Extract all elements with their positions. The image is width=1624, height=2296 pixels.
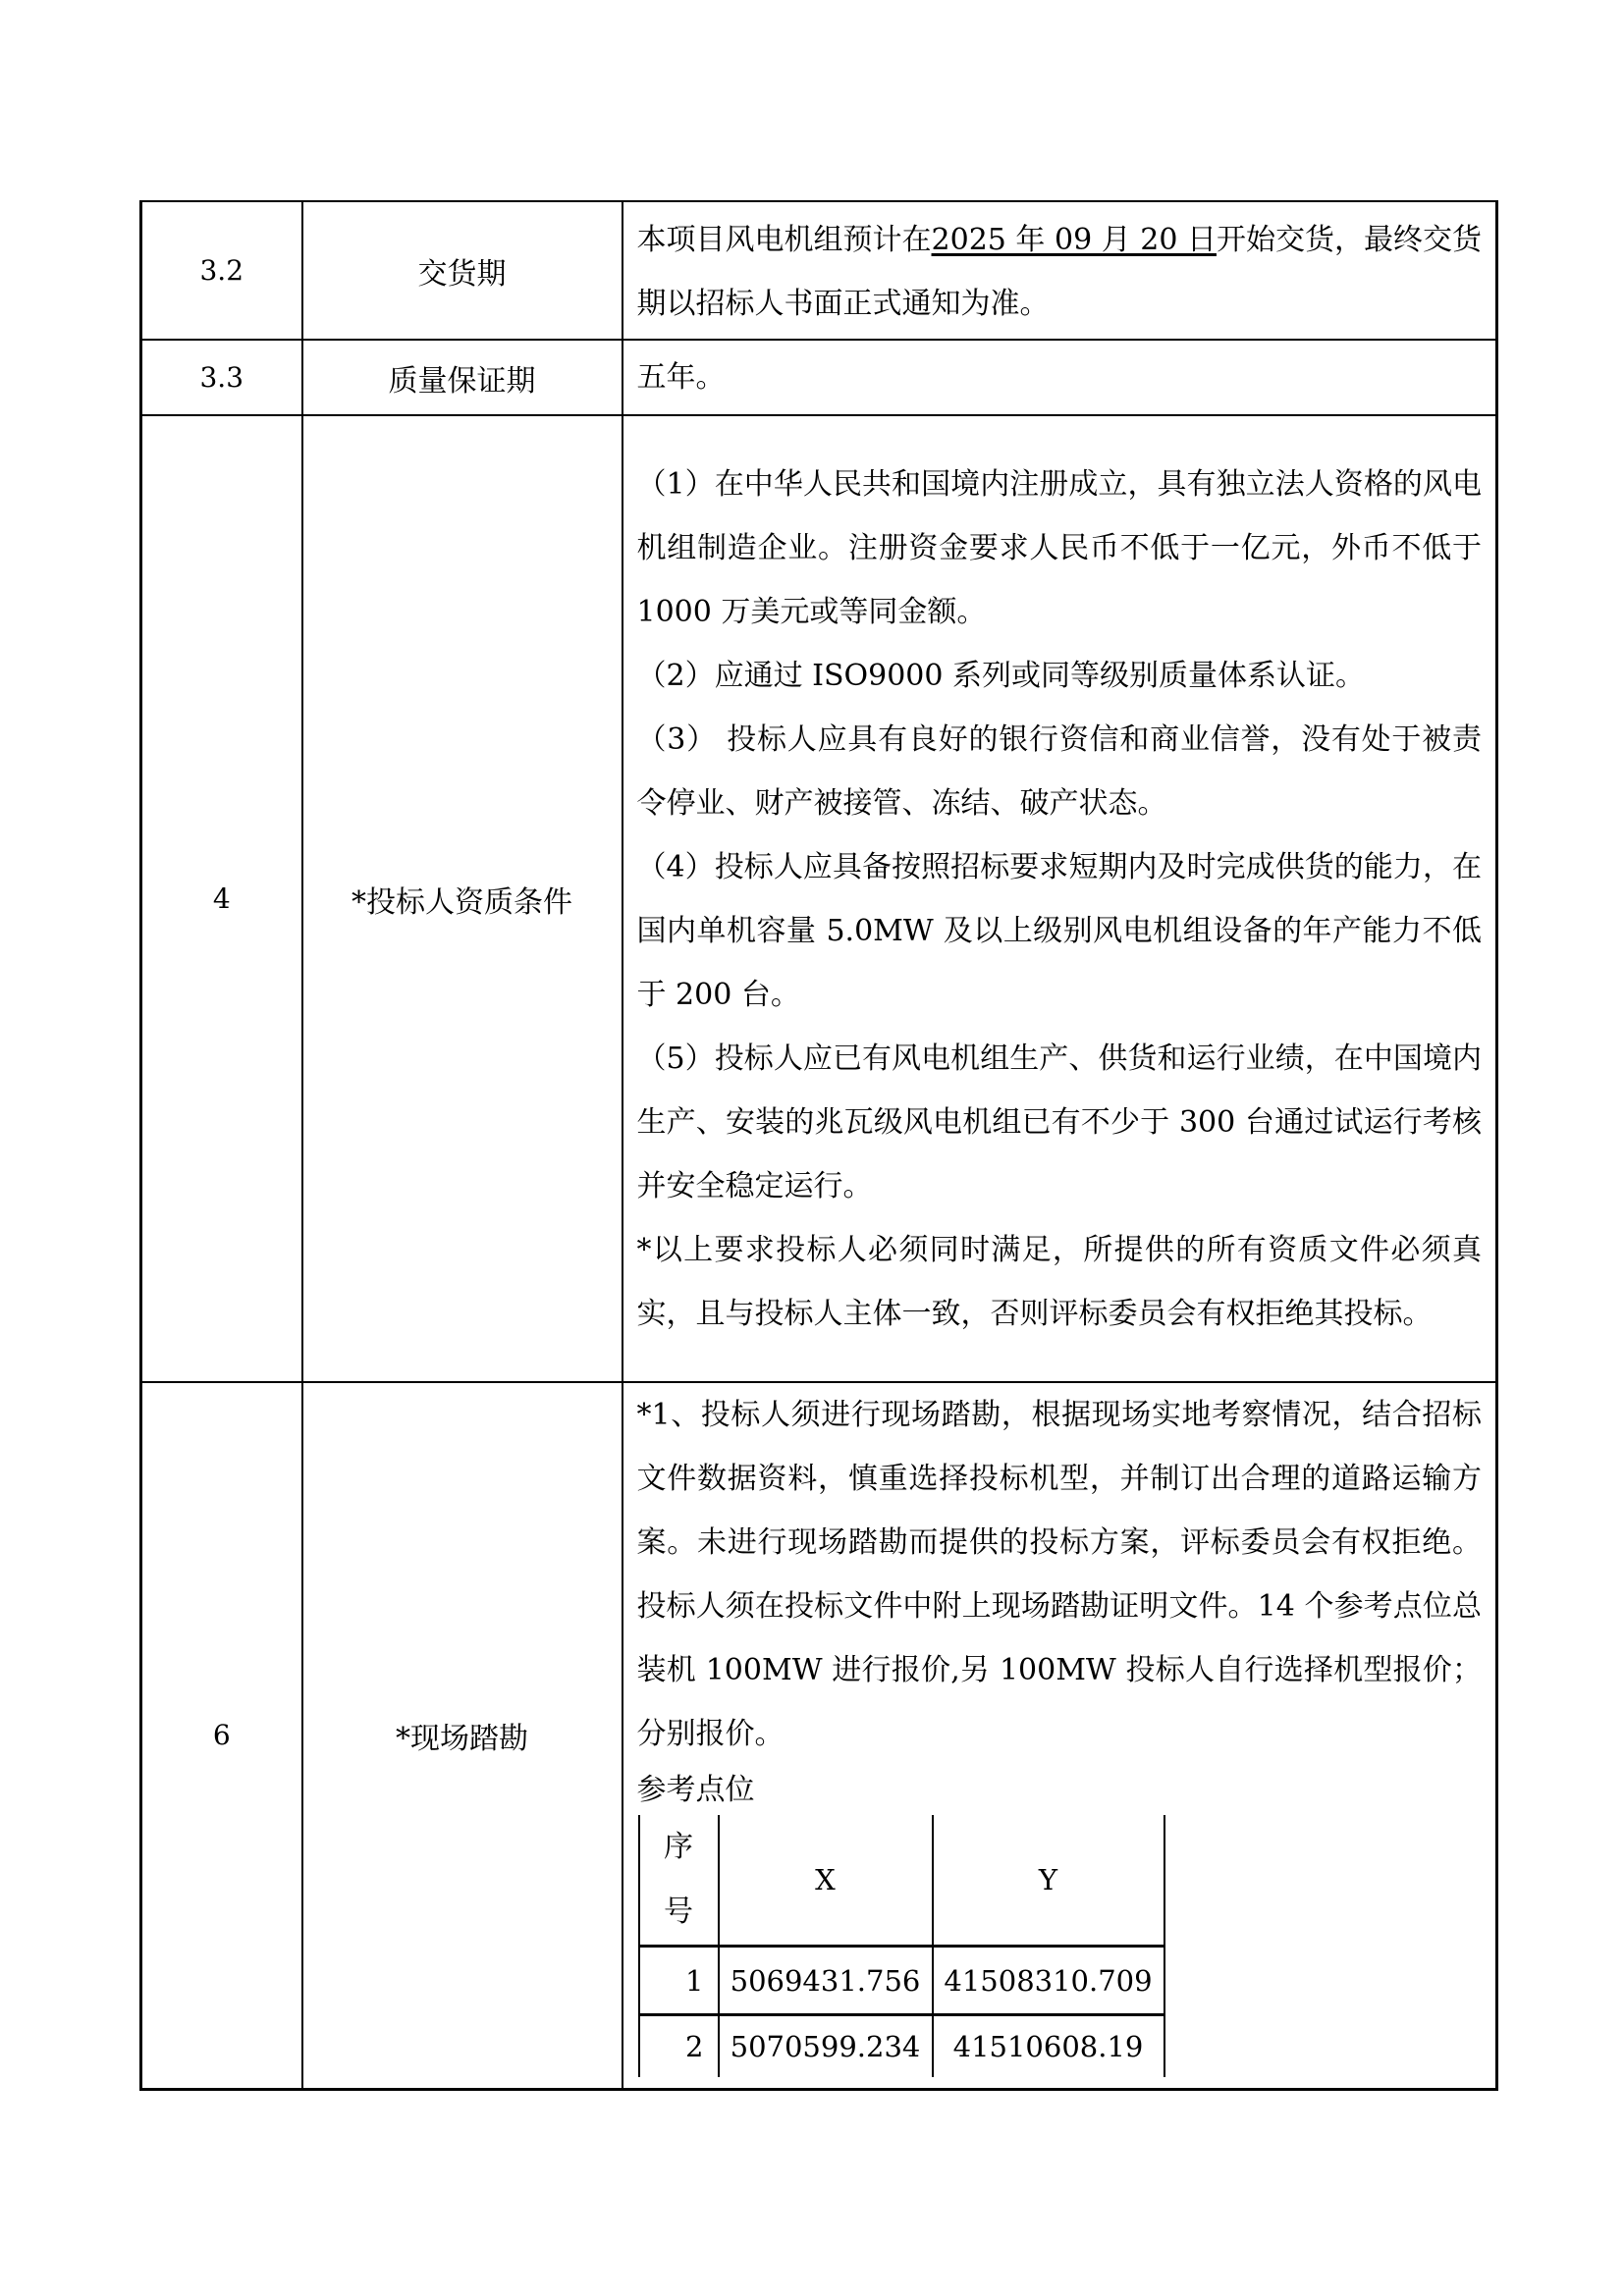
qualification-paragraph: （3） 投标人应具有良好的银行资信和商业信誉，没有处于被责令停业、财产被接管、冻结、破产状态。 <box>636 721 1482 821</box>
reference-points-title: 参考点位 <box>636 1773 755 1807</box>
qualification-paragraph: （4）投标人应具备按照招标要求短期内及时完成供货的能力，在国内单机容量 5.0MW 及以上级别风电机组设备的年产能力不低于 200 台。 <box>636 849 1482 1012</box>
warranty-text: 五年。 <box>636 360 726 395</box>
table-row <box>141 415 1497 1382</box>
row-item: 质量保证期 <box>302 340 623 415</box>
ref-header-y: Y <box>933 1815 1164 1947</box>
delivery-text-post: 开始交货，最终交货期以招标人书面正式通知为准。 <box>636 222 1483 321</box>
table-row <box>639 1947 1164 2015</box>
tender-requirements-table <box>139 200 1498 2091</box>
ref-row-y: 41510608.19 <box>933 2015 1164 2078</box>
ref-header-index-line2: 号 <box>664 1895 693 1929</box>
row-content <box>623 415 1497 1382</box>
row-number: 3.3 <box>141 340 302 415</box>
ref-row-x: 5070599.234 <box>719 2015 933 2078</box>
row-number: 4 <box>141 415 302 1382</box>
table-row <box>141 201 1497 340</box>
ref-header-index <box>639 1815 719 1947</box>
row-content <box>623 1382 1497 2089</box>
table-row <box>141 340 1497 415</box>
qualification-paragraph: *以上要求投标人必须同时满足，所提供的所有资质文件必须真实，且与投标人主体一致，否则评标委员会有权拒绝其投标。 <box>636 1232 1482 1331</box>
reference-points-table <box>638 1815 1165 2077</box>
row-item: *投标人资质条件 <box>302 415 623 1382</box>
row-content <box>623 340 1497 415</box>
row-number: 3.2 <box>141 201 302 340</box>
ref-row-index: 1 <box>639 1947 719 2015</box>
table-row <box>141 1382 1497 2089</box>
delivery-text <box>637 206 1483 336</box>
qualification-paragraph: （1）在中华人民共和国境内注册成立，具有独立法人资格的风电机组制造企业。注册资金要求人民币不低于一亿元，外币不低于 1000 万美元或等同金额。 <box>636 466 1482 629</box>
ref-table-header <box>639 1815 1164 1947</box>
row-item: *现场踏勘 <box>302 1382 623 2089</box>
row-item: 交货期 <box>302 201 623 340</box>
qualification-paragraph: （5）投标人应已有风电机组生产、供货和运行业绩，在中国境内生产、安装的兆瓦级风电机组已有不少于 300 台通过试运行考核并安全稳定运行。 <box>636 1041 1482 1203</box>
table-row <box>639 2015 1164 2078</box>
row-number: 6 <box>141 1382 302 2089</box>
delivery-text-pre: 本项目风电机组预计在 <box>636 222 932 257</box>
ref-row-x: 5069431.756 <box>719 1947 933 2015</box>
site-survey-paragraph: *1、投标人须进行现场踏勘，根据现场实地考察情况，结合招标文件数据资料，慎重选择投标机型，并制订出合理的道路运输方案。未进行现场踏勘而提供的投标方案，评标委员会有权拒绝。投标人须在投标文件中附上现场踏勘证明文件。14 个参考点位总装机 100MW 进行报价,另 100MW 投标人自行选择机型报价；分别报价。 <box>636 1398 1482 1751</box>
ref-header-x: X <box>719 1815 933 1947</box>
delivery-date: 2025 年 09 月 20 日 <box>931 222 1217 257</box>
ref-row-y: 41508310.709 <box>933 1947 1164 2015</box>
row-content <box>623 201 1497 340</box>
qualification-paragraph: （2）应通过 ISO9000 系列或同等级别质量体系认证。 <box>636 658 1366 693</box>
ref-header-index-line1: 序 <box>664 1830 693 1864</box>
ref-row-index: 2 <box>639 2015 719 2078</box>
